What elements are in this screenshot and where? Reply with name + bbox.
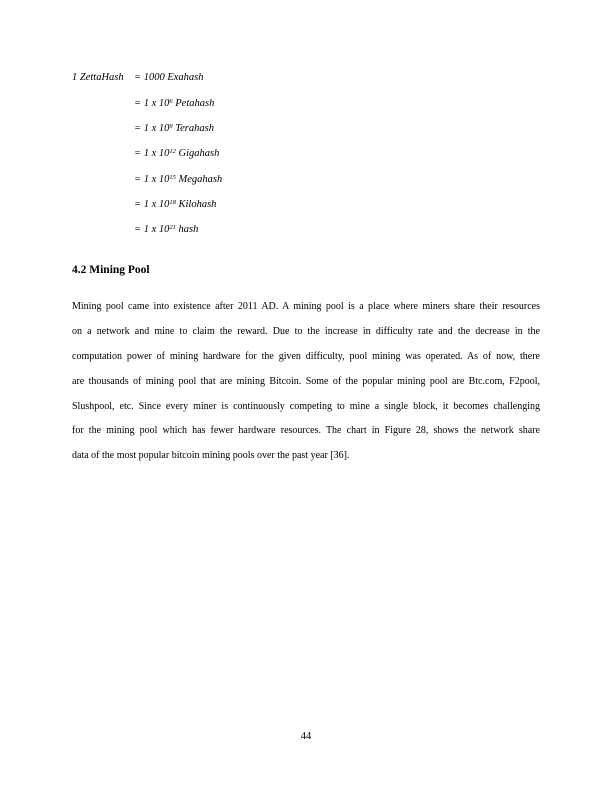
conversion-rhs <box>134 199 216 211</box>
paragraph-line: computation power of mining hardware for the given difficulty, pool mining was operated. As of now, there <box>72 350 540 362</box>
conversion-exponent: 18 <box>169 199 176 206</box>
page-number: 44 <box>300 731 312 742</box>
conversion-unit: Petahash <box>172 98 215 109</box>
conversion-rhs <box>134 224 198 236</box>
conversion-rhs <box>134 174 222 186</box>
conversion-base: = 1 x 10 <box>134 224 170 235</box>
conversion-unit: Kilohash <box>175 199 217 210</box>
conversion-exponent: 15 <box>169 174 176 181</box>
paragraph-line: Slushpool, etc. Since every miner is continuously competing to mine a single block, it becomes challenging <box>72 400 540 412</box>
conversion-exponent: 6 <box>169 98 173 105</box>
paragraph-line: for the mining pool which has fewer hardware resources. The chart in Figure 28, shows the network share <box>72 425 540 437</box>
conversion-exponent: 12 <box>169 148 176 155</box>
conversion-base: = 1 x 10 <box>134 148 170 159</box>
conversion-rhs <box>134 98 214 110</box>
conversion-unit: Megahash <box>175 174 223 185</box>
paragraph-line: data of the most popular bitcoin mining pools over the past year [36]. <box>72 450 350 462</box>
paragraph-line: Mining pool came into existence after 2011 AD. A mining pool is a place where miners share their resources <box>72 301 540 312</box>
conversion-exponent: 9 <box>169 123 173 130</box>
body-paragraph <box>72 300 540 474</box>
conversion-unit: Gigahash <box>175 148 220 159</box>
conversion-exponent: 21 <box>169 224 176 231</box>
conversion-unit: Terahash <box>172 123 214 134</box>
conversion-base: = 1 x 10 <box>134 199 170 210</box>
conversion-base: = 1 x 10 <box>134 123 170 134</box>
conversion-base: = 1 x 10 <box>134 98 170 109</box>
conversion-rhs <box>134 148 219 160</box>
conversion-rhs <box>134 123 214 135</box>
conversion-rhs: = 1000 Exahash <box>134 72 204 83</box>
conversion-lhs: 1 ZettaHash <box>72 72 124 83</box>
conversion-base: = 1 x 10 <box>134 174 170 185</box>
conversion-unit: hash <box>175 224 199 235</box>
section-heading: 4.2 Mining Pool <box>72 264 150 276</box>
paragraph-line: are thousands of mining pool that are mining Bitcoin. Some of the popular mining pool are Btc.com, F2pool, <box>72 375 540 387</box>
paragraph-line: on a network and mine to claim the reward. Due to the increase in difficulty rate and the decrease in the <box>72 325 540 337</box>
